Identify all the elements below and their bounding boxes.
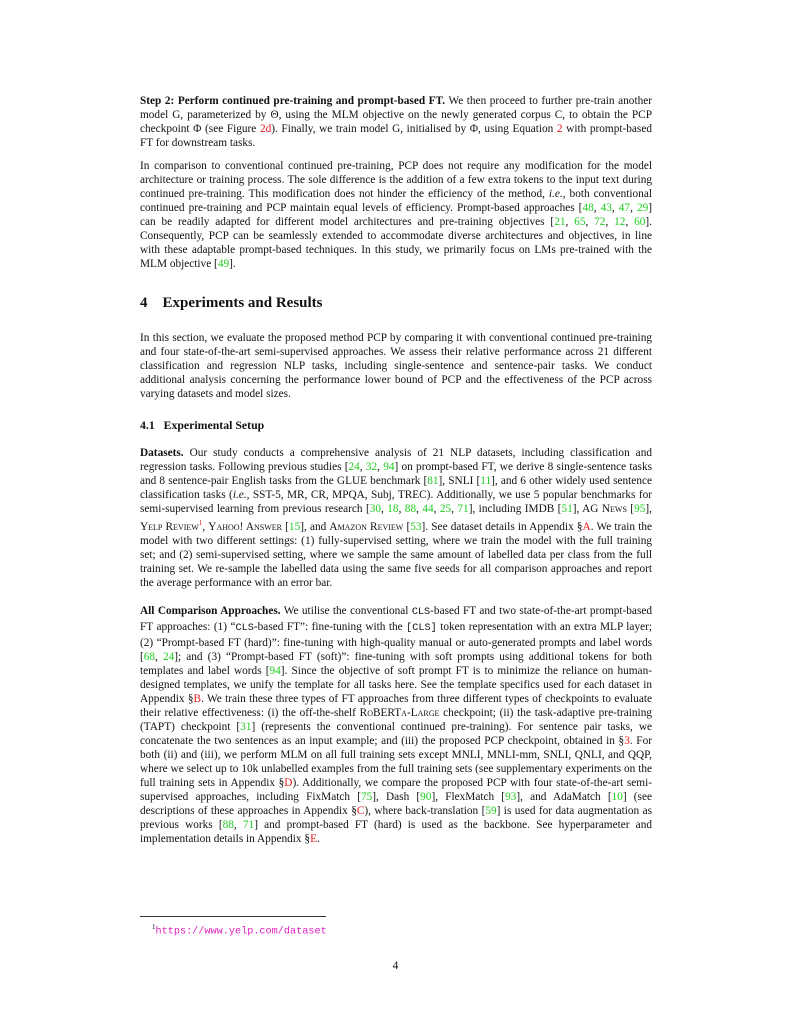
appendix-ref[interactable]: B bbox=[193, 692, 202, 705]
citation-link[interactable]: 59 bbox=[485, 804, 497, 817]
step2-paragraph: Step 2: Perform continued pre-training and prompt-based FT. We then proceed to further pre-train another model G, parameterized by Θ, using the MLM objective on the newly generated corpus C, to obtain the PCP checkpoint Φ (see Figure 2d). Finally, we train model G, initialised by Φ, using Equation 2 with prompt-based FT for downstream tasks. bbox=[140, 95, 653, 149]
footnote-number: 1 bbox=[152, 923, 156, 931]
citation-link[interactable]: 47 bbox=[618, 202, 631, 214]
citation-link[interactable]: 94 bbox=[383, 461, 395, 473]
citation-link[interactable]: 90 bbox=[420, 790, 432, 803]
citation-link[interactable]: 29 bbox=[636, 202, 649, 214]
step2-heading: Step 2: Perform continued pre-training and prompt-based FT. bbox=[140, 95, 446, 107]
citation-link[interactable]: 65 bbox=[574, 216, 586, 228]
page-body bbox=[140, 94, 652, 846]
citation-link[interactable]: 30 bbox=[369, 503, 382, 515]
footnote-url[interactable]: https://www.yelp.com/dataset bbox=[155, 926, 327, 938]
citation-link[interactable]: 48 bbox=[582, 202, 594, 214]
subsection-heading bbox=[140, 418, 652, 432]
section-number: 4 bbox=[140, 295, 148, 311]
citation-link[interactable]: 43 bbox=[600, 202, 612, 214]
citation-link[interactable]: 11 bbox=[480, 475, 492, 487]
datasets-heading: Datasets. bbox=[140, 447, 184, 459]
citation-link[interactable]: 18 bbox=[387, 503, 399, 515]
citation-link[interactable]: 31 bbox=[240, 720, 252, 733]
citation-link[interactable]: 71 bbox=[457, 503, 469, 515]
citation-link[interactable]: 32 bbox=[365, 461, 378, 473]
citation-link[interactable]: 49 bbox=[217, 258, 230, 270]
subsection-title: Experimental Setup bbox=[163, 418, 265, 432]
citation-link[interactable]: 93 bbox=[505, 790, 517, 803]
figure-ref[interactable]: 2d bbox=[259, 123, 272, 135]
approaches-paragraph: All Comparison Approaches. We utilise the conventional CLS-based FT and two state-of-the-art prompt-based FT approaches: (1) “CLS-based FT”: fine-tuning with the [CLS] token representation with an extra MLP layer; (2) “Prompt-based FT (hard)”: fine-tuning with high-quality manual or auto-generated prompts and label words [68, 24]; and (3) “Prompt-based FT (soft)”: fine-tuning with soft prompts using additional tokens for both templates and label words [94]. Since the objective of soft prompt FT is to minimize the reliance on human-designed templates, we unify the template for all tasks here. See the template specifics used for each dataset in Appendix §B. We train these three types of FT approaches from three different types of checkpoints to evaluate their relative effectiveness: (i) the off-the-shelf RoBERTa-Large checkpoint; (ii) the task-adaptive pre-training (TAPT) checkpoint [31] (represents the conventional continued pre-training). For sentence pair tasks, we concatenate the two sentences as an input example; and (iii) the proposed PCP checkpoint, obtained in §3. For both (ii) and (iii), we perform MLM on all full training sets except MNLI, MNLI-mm, SNLI, QNLI, and QQP, where we select up to 10k unlabelled examples from the full training sets (see supplementary experiments on the full training sets in Appendix §D). Additionally, we compare the proposed PCP with four state-of-the-art semi-supervised approaches, including FixMatch [75], Dash [90], FlexMatch [93], and AdaMatch [10] (see descriptions of these approaches in Appendix §C), where back-translation [59] is used for data augmentation as previous works [88, 71] and prompt-based FT (hard) is used as the backbone. See hyperparameter and implementation details in Appendix §E. bbox=[140, 604, 653, 845]
footnote-rule bbox=[140, 916, 326, 917]
citation-link[interactable]: 68 bbox=[143, 650, 156, 663]
citation-link[interactable]: 95 bbox=[634, 503, 646, 515]
datasets-paragraph: Datasets. Our study conducts a comprehensive analysis of 21 NLP datasets, including classification and regression tasks. Following previous studies [24, 32, 94] on prompt-based FT, we derive 8 single-sentence tasks and 8 sentence-pair English tasks from the GLUE benchmark [81], SNLI [11], and 6 other widely used sentence classification tasks (i.e., SST-5, MR, CR, MPQA, Subj, TREC). Additionally, we use 5 popular benchmarks for semi-supervised learning from previous research [30, 18, 88, 44, 25, 71], including IMDB [51], AG News [95], Yelp Review$^1$, Yahoo! Answer [15], and Amazon Review [53]. See dataset details in Appendix §A. We train the model with two different settings: (1) fully-supervised setting, where we train the model with the full training set; and (2) semi-supervised setting, where we sample the same amount of labelled data per class from the full training set. We re-sample the labelled data using the same five seeds for all comparison approaches and report the average performance with an error bar. bbox=[140, 447, 653, 589]
citation-link[interactable]: 15 bbox=[288, 520, 301, 533]
citation-link[interactable]: 88 bbox=[222, 818, 234, 831]
citation-link[interactable]: 25 bbox=[439, 503, 452, 515]
appendix-ref[interactable]: E bbox=[310, 832, 317, 845]
citation-link[interactable]: 51 bbox=[561, 503, 573, 515]
citation-link[interactable]: 81 bbox=[427, 475, 439, 487]
section-ref[interactable]: 3 bbox=[624, 734, 630, 747]
citation-link[interactable]: 71 bbox=[242, 818, 255, 831]
equation-ref[interactable]: 2 bbox=[556, 123, 563, 135]
citation-link[interactable]: 24 bbox=[348, 461, 360, 473]
appendix-ref[interactable]: D bbox=[284, 776, 293, 789]
citation-link[interactable]: 53 bbox=[410, 520, 422, 533]
citation-link[interactable]: 10 bbox=[611, 790, 623, 803]
subsection-number: 4.1 bbox=[140, 418, 155, 432]
appendix-ref[interactable]: C bbox=[356, 804, 365, 817]
citation-link[interactable]: 72 bbox=[594, 216, 606, 228]
citation-link[interactable]: 44 bbox=[422, 503, 434, 515]
comparison-paragraph: In comparison to conventional continued pre-training, PCP does not require any modification for the model architecture or training process. The sole difference is the addition of a few extra tokens to the input text during continued pre-training. This modification does not hinder the efficiency of the method, i.e., both conventional continued pre-training and PCP maintain equal levels of efficiency. Prompt-based approaches [48, 43, 47, 29] can be readily adapted for different model architectures and pre-training objectives [21, 65, 72, 12, 60]. Consequently, PCP can be seamlessly extended to accommodate diverse architectures and objectives, in line with these adaptable prompt-based techniques. In this study, we primarily focus on LMs pre-trained with the MLM objective [49]. bbox=[140, 160, 653, 270]
citation-link[interactable]: 21 bbox=[554, 216, 566, 228]
page-number: 4 bbox=[392, 960, 399, 972]
approaches-heading: All Comparison Approaches. bbox=[140, 604, 281, 617]
citation-link[interactable]: 60 bbox=[634, 216, 646, 228]
citation-link[interactable]: 94 bbox=[269, 664, 281, 677]
citation-link[interactable]: 75 bbox=[360, 790, 373, 803]
footnote bbox=[152, 921, 327, 938]
citation-link[interactable]: 24 bbox=[162, 650, 175, 663]
citation-link[interactable]: 88 bbox=[404, 503, 417, 515]
section-intro: In this section, we evaluate the proposed method PCP by comparing it with conventional continued pre-training and four state-of-the-art semi-supervised approaches. We assess their relative performance across 21 different classification and regression NLP tasks, including single-sentence and sentence-pair tasks. We conduct additional analysis concerning the performance lower bound of PCP and the effectiveness of the PCP across varying datasets and model sizes. bbox=[140, 332, 652, 400]
footnote-mark[interactable]: 1 bbox=[198, 519, 203, 527]
appendix-ref[interactable]: A bbox=[582, 520, 591, 533]
section-title: Experiments and Results bbox=[162, 295, 323, 311]
section-heading bbox=[140, 294, 652, 312]
citation-link[interactable]: 12 bbox=[614, 216, 626, 228]
